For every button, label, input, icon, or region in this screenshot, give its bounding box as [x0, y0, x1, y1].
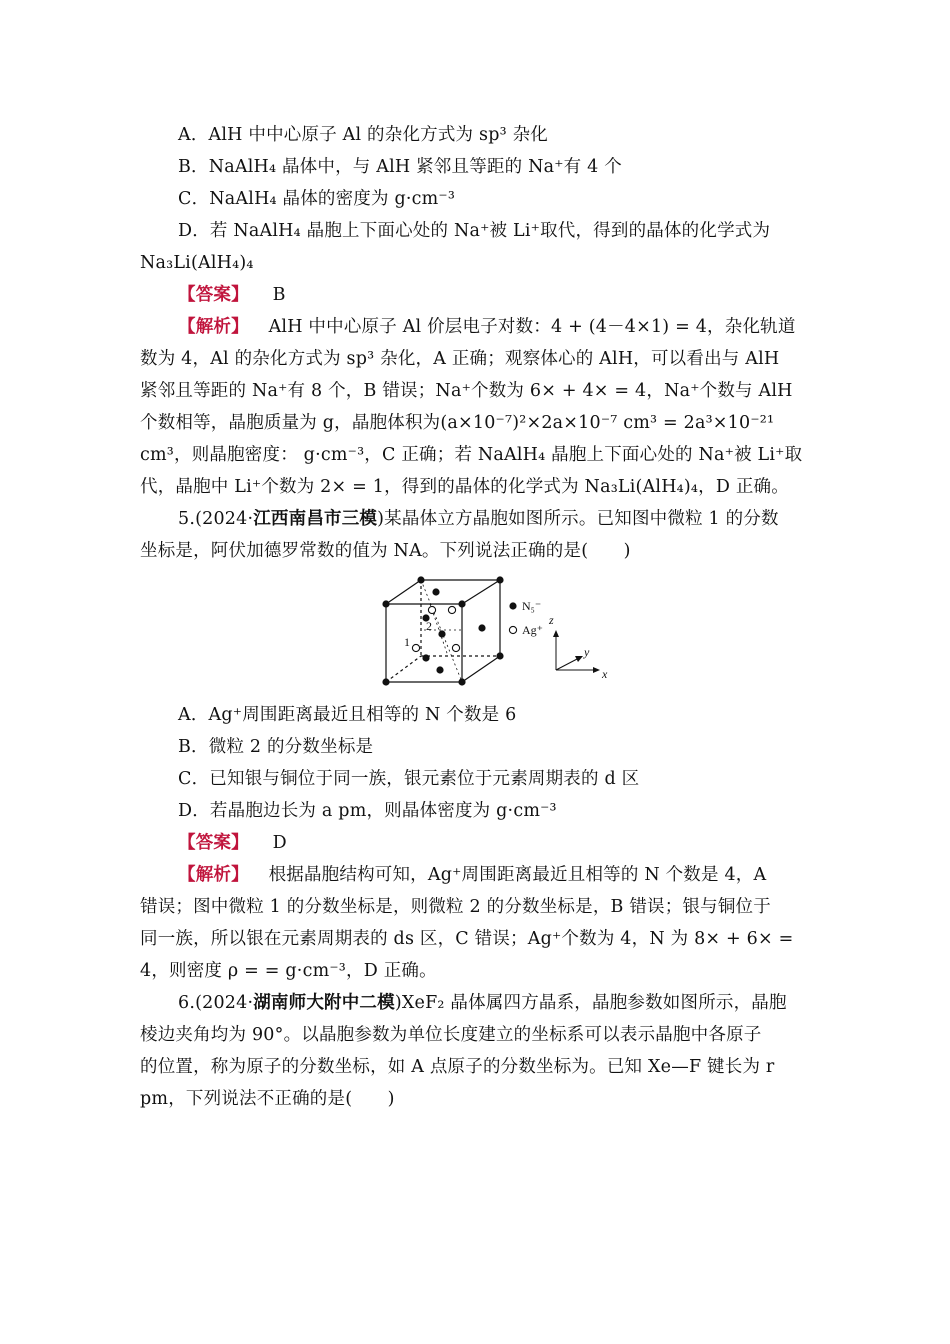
q4-option-b: B．NaAlH₄ 晶体中，与 AlH 紧邻且等距的 Na⁺有 4 个 — [178, 157, 622, 177]
axes-icon — [553, 630, 600, 673]
q5-answer-row — [178, 831, 848, 855]
n5-particles — [382, 576, 503, 685]
q4-option-d-line2: Na₃Li(AlH₄)₄ — [140, 253, 254, 273]
particle-label-1: 1 — [404, 635, 410, 649]
q4-analysis-tag: 【解析】 — [178, 317, 249, 337]
q4-analysis-line-5: cm³，则晶胞密度： g·cm⁻³，C 正确；若 NaAlH₄ 晶胞上下面心处的 Na⁺被 Li⁺取 — [140, 445, 803, 465]
q6-source: 湖南师大附中二模 — [253, 993, 395, 1013]
q6-stem-line-1 — [178, 991, 848, 1015]
q5-answer-tag: 【答案】 — [178, 833, 249, 853]
q6-stem-line-3: 的位置，称为原子的分数坐标，如 A 点原子的分数坐标为。已知 Xe—F 键长为 r — [140, 1057, 775, 1077]
q4-analysis-line-1 — [178, 315, 848, 339]
q4-analysis-line-2: 数为 4，Al 的杂化方式为 sp³ 杂化，A 正确；观察体心的 AlH，可以看出与 AlH — [140, 349, 780, 369]
q4-analysis-text-1: AlH 中中心原子 Al 价层电子对数：4 + (4－4×1) = 4，杂化轨道 — [268, 317, 796, 337]
q6-stem-text-1: )XeF₂ 晶体属四方晶系，晶胞参数如图所示，晶胞 — [394, 993, 787, 1013]
ag-particles — [412, 606, 459, 651]
legend-ag-marker — [509, 626, 516, 633]
legend-n5-marker — [509, 602, 516, 609]
crystal-cell-figure — [376, 572, 616, 692]
q5-number: 5.(2024· — [178, 509, 254, 529]
q5-analysis-line-4: 4，则密度 ρ = = g·cm⁻³，D 正确。 — [140, 961, 437, 981]
q4-answer-tag: 【答案】 — [178, 285, 249, 305]
q6-stem-line-4: pm，下列说法不正确的是( ) — [140, 1089, 395, 1109]
q6-stem-line-2: 棱边夹角均为 90°。以晶胞参数为单位长度建立的坐标系可以表示晶胞中各原子 — [140, 1025, 762, 1045]
q4-option-c: C．NaAlH₄ 晶体的密度为 g·cm⁻³ — [178, 189, 456, 209]
q4-option-d-line1: D．若 NaAlH₄ 晶胞上下面心处的 Na⁺被 Li⁺取代，得到的晶体的化学式为 — [178, 221, 771, 241]
q4-analysis-line-6: 代，晶胞中 Li⁺个数为 2× = 1，得到的晶体的化学式为 Na₃Li(AlH₄)₄，D 正确。 — [140, 477, 789, 497]
q5-analysis-line-1 — [178, 863, 848, 887]
q5-source: 江西南昌市三模 — [253, 509, 378, 529]
q6-number: 6.(2024· — [178, 993, 254, 1013]
q5-analysis-line-2: 错误；图中微粒 1 的分数坐标是，则微粒 2 的分数坐标是，B 错误；银与铜位于 — [140, 897, 771, 917]
axis-x-label: x — [602, 667, 608, 681]
legend-n5-label: N₅⁻ — [522, 599, 542, 613]
legend-ag-label: Ag⁺ — [522, 623, 543, 637]
axis-z-label: z — [549, 613, 554, 627]
particle-label-2: 2 — [426, 619, 432, 633]
q5-stem-line-2: 坐标是，阿伏加德罗常数的值为 NA。下列说法正确的是( ) — [140, 541, 631, 561]
q5-analysis-text-1: 根据晶胞结构可知，Ag⁺周围距离最近且相等的 N 个数是 4，A — [268, 865, 767, 885]
q5-stem-line-1 — [178, 507, 848, 531]
q5-option-d: D．若晶胞边长为 a pm，则晶体密度为 g·cm⁻³ — [178, 801, 557, 821]
q5-analysis-line-3: 同一族，所以银在元素周期表的 ds 区，C 错误；Ag⁺个数为 4，N 为 8× + 6× = — [140, 929, 794, 949]
axis-y-label: y — [584, 645, 590, 659]
q4-answer-value: B — [272, 285, 286, 305]
q4-analysis-line-4: 个数相等，晶胞质量为 g，晶胞体积为(a×10⁻⁷)²×2a×10⁻⁷ cm³ = 2a³×10⁻²¹ — [140, 413, 775, 433]
q4-answer-row — [178, 283, 848, 307]
q5-option-a: A．Ag⁺周围距离最近且相等的 N 个数是 6 — [178, 705, 517, 725]
q5-option-b: B．微粒 2 的分数坐标是 — [178, 737, 374, 757]
q4-option-a: A．AlH 中中心原子 Al 的杂化方式为 sp³ 杂化 — [178, 125, 548, 145]
q5-option-c: C．已知银与铜位于同一族，银元素位于元素周期表的 d 区 — [178, 769, 640, 789]
q5-stem-text-1: )某晶体立方晶胞如图所示。已知图中微粒 1 的分数 — [377, 509, 779, 529]
q4-analysis-line-3: 紧邻且等距的 Na⁺有 8 个，B 错误；Na⁺个数为 6× + 4× = 4，Na⁺个数与 AlH — [140, 381, 793, 401]
q5-analysis-tag: 【解析】 — [178, 865, 249, 885]
q5-answer-value: D — [272, 833, 287, 853]
